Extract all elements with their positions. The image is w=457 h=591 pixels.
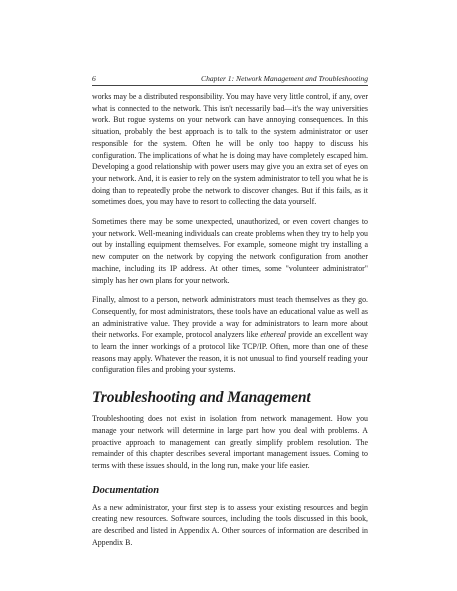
paragraph-educational-value (92, 294, 368, 376)
section-heading: Troubleshooting and Management (92, 389, 311, 407)
paragraph-text-after: provide an excellent way to learn the inner workings of a protocol like TCP/IP. Often, more than one of these reasons may apply. Whatever the reason, it is not unusual to find yourself reading your configuration files and probing your systems. (92, 330, 368, 375)
subsection-heading: Documentation (92, 484, 160, 496)
running-head (92, 73, 368, 85)
chapter-title: Chapter 1: Network Management and Troubleshooting (201, 74, 368, 83)
paragraph-text-before: Finally, almost to a person, network administrators must teach themselves as they go. Consequently, for most administrators, these tools have an educational value as well as an administrative value. They provide a way for administrators to learn more about their networks. For example, protocol analyzers like (92, 295, 368, 340)
paragraph-unexpected-changes: Sometimes there may be some unexpected, unauthorized, or even covert changes to your network. Well-meaning individuals can create problems when they try to help you out by installing equipment themselves. For example, someone might try installing a new computer on the network by copying the network configuration from another machine, including its IP address. At other times, some "volunteer administrator" simply has her own plans for your network. (92, 217, 368, 285)
paragraph-troubleshooting-management: Troubleshooting does not exist in isolation from network management. How you manage your network will determine in large part how you deal with problems. A proactive approach to management can greatly simplify problem resolution. The remainder of this chapter describes several important management issues. Coming to terms with these issues should, in the long run, make your life easier. (92, 414, 368, 470)
header-rule (92, 85, 368, 86)
page-body (92, 91, 368, 557)
tool-name-ethereal: ethereal (260, 330, 286, 340)
paragraph-documentation: As a new administrator, your first step is to assess your existing resources and begin creating new resources. Software sources, including the tools discussed in this book, are described and listed in Appendix A. Other sources of information are described in Appendix B. (92, 502, 368, 547)
paragraph-distributed-responsibility: works may be a distributed responsibility. You may have very little control, if any, over what is connected to the network. This isn't necessarily bad—it's the way universities work. But rogue systems on your network can have annoying consequences. In this situation, probably the best approach is to talk to the system administrator or user responsible for the system. Often he will be only too happy to discuss his configuration. The implications of what he is doing may have completely escaped him. Developing a good relationship with power users may give you an extra set of eyes on your network. And, it is easier to rely on the system administrator to tell you what he is doing than to repeatedly probe the network to discover changes. But if this fails, as it sometimes does, you may have to resort to collecting the data yourself. (92, 92, 368, 207)
page-number: 6 (92, 74, 96, 83)
